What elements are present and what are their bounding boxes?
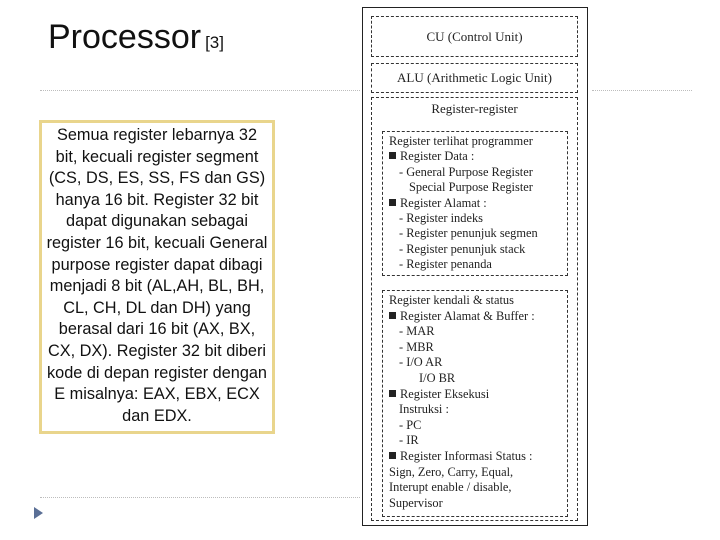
square-bullet-icon xyxy=(389,312,396,319)
register-line xyxy=(409,180,533,194)
slide-title-text: Processor xyxy=(48,18,202,56)
top-divider-right xyxy=(592,90,692,91)
register-line-text: Register Alamat : xyxy=(400,195,487,210)
register-line xyxy=(399,257,492,271)
register-line-text: Instruksi : xyxy=(399,402,449,417)
register-line xyxy=(399,165,533,179)
square-bullet-icon xyxy=(389,152,396,159)
slide-title-reference: [3] xyxy=(205,33,224,52)
register-line xyxy=(389,196,487,210)
register-line xyxy=(399,340,434,354)
register-line-text: - Register penunjuk segmen xyxy=(399,226,538,241)
register-line-text: Special Purpose Register xyxy=(409,180,533,195)
register-line xyxy=(399,211,483,225)
register-line xyxy=(389,134,533,148)
registers-title: Register-register xyxy=(431,101,518,116)
register-line xyxy=(399,242,525,256)
register-line-text: - Register penunjuk stack xyxy=(399,241,526,256)
register-line-text: Sign, Zero, Carry, Equal, xyxy=(389,464,514,479)
register-line xyxy=(399,226,538,240)
register-line xyxy=(399,324,434,338)
register-line-text: Supervisor xyxy=(389,495,443,510)
register-line xyxy=(389,480,512,494)
register-line xyxy=(389,149,474,163)
register-line xyxy=(389,496,443,510)
register-line xyxy=(399,402,449,416)
register-line-text: Register Data : xyxy=(400,149,475,164)
slide-bullet-icon xyxy=(34,507,43,519)
register-line-text: - Register penanda xyxy=(399,257,492,272)
slide-title xyxy=(48,18,224,57)
square-bullet-icon xyxy=(389,199,396,206)
visible-registers-group xyxy=(382,131,568,276)
square-bullet-icon xyxy=(389,452,396,459)
alu-label: ALU (Arithmetic Logic Unit) xyxy=(397,70,552,85)
register-line-text: Register kendali & status xyxy=(389,293,514,307)
register-line xyxy=(419,371,455,385)
register-line-text: - IR xyxy=(399,433,419,448)
register-line-text: - I/O AR xyxy=(399,355,443,370)
register-line xyxy=(389,387,489,401)
register-line-text: Register Informasi Status : xyxy=(400,449,533,463)
cu-label: CU (Control Unit) xyxy=(426,29,523,44)
register-line-text: - General Purpose Register xyxy=(399,164,533,179)
bottom-divider xyxy=(40,497,360,498)
register-line-text: - MAR xyxy=(399,324,435,339)
processor-diagram xyxy=(362,7,588,526)
register-line-text: Register Eksekusi xyxy=(400,386,490,401)
register-line xyxy=(399,355,442,369)
control-status-registers-group xyxy=(382,290,568,517)
register-line xyxy=(399,433,419,447)
register-line-text: - PC xyxy=(399,417,422,432)
square-bullet-icon xyxy=(389,390,396,397)
register-line xyxy=(389,309,535,323)
alu-box xyxy=(371,63,578,93)
register-line-text: Register Alamat & Buffer : xyxy=(400,308,535,323)
register-line-text: Interupt enable / disable, xyxy=(389,480,512,495)
register-line xyxy=(389,449,533,463)
register-line-text: - MBR xyxy=(399,339,434,354)
register-line xyxy=(399,418,421,432)
register-line-text: I/O BR xyxy=(419,371,456,385)
register-line-text: - Register indeks xyxy=(399,211,483,225)
registers-box xyxy=(371,97,578,521)
register-line xyxy=(389,293,514,307)
top-divider xyxy=(40,90,360,91)
register-description-text: Semua register lebarnya 32 bit, kecuali register segment (CS, DS, ES, SS, FS dan GS) hanya 16 bit. Register 32 bit dapat digunakan sebagai register 16 bit, kecuali General purpose register dapat dibagi menjadi 8 bit (AL,AH, BL, BH, CL, CH, DL dan DH) yang berasal dari 16 bit (AX, BX, CX, DX). Register 32 bit diberi kode di depan register dengan E misalnya: EAX, EBX, ECX dan EDX. xyxy=(39,120,275,434)
register-line-text: Register terlihat programmer xyxy=(389,134,533,148)
cu-box xyxy=(371,16,578,57)
register-line xyxy=(389,465,513,479)
